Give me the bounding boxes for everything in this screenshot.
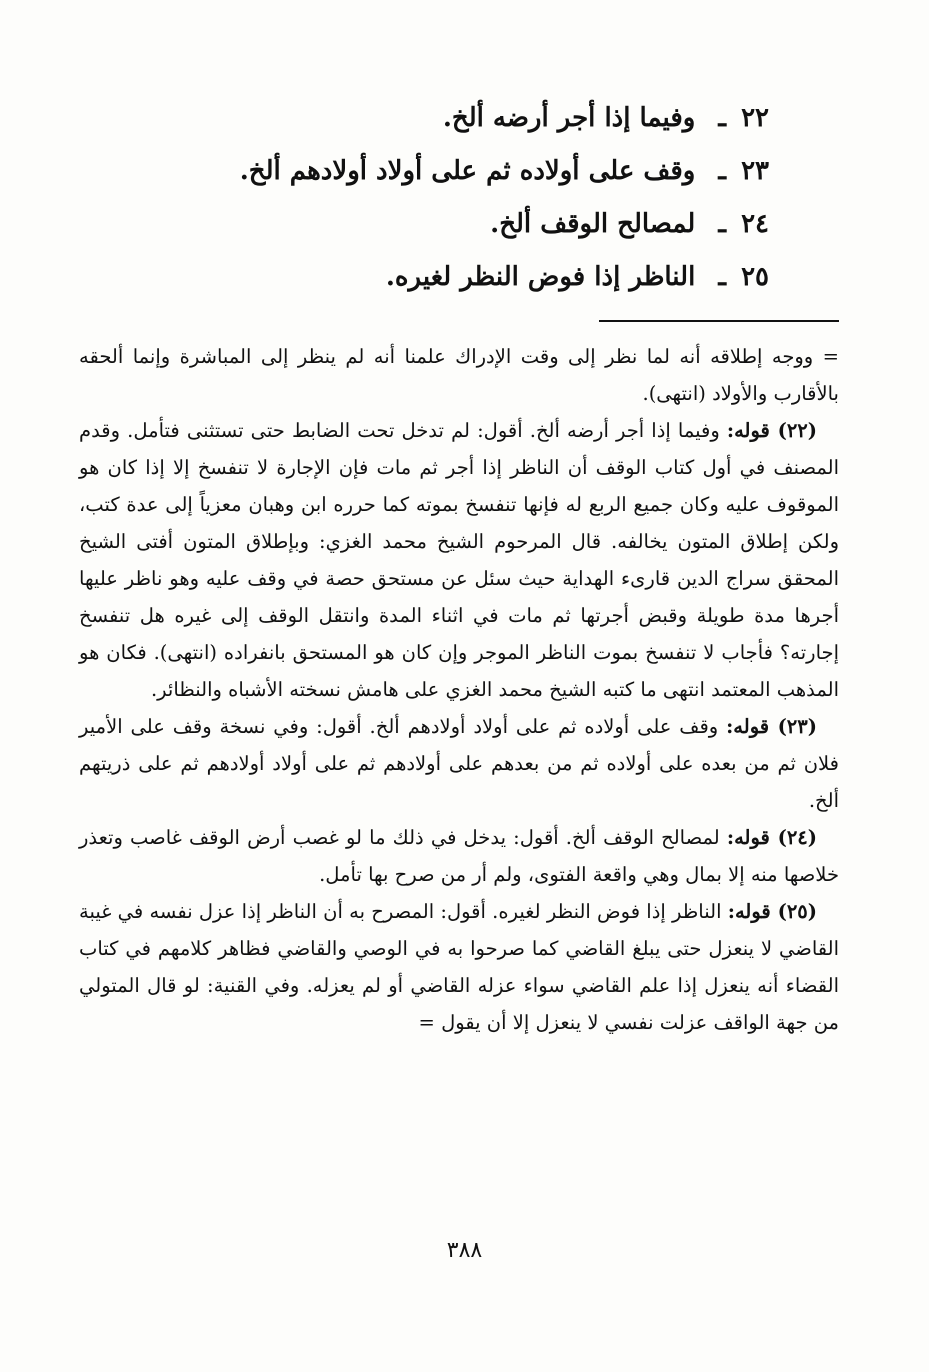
header-item-number: ٢٤ (741, 209, 769, 239)
header-item-text: لمصالح الوقف ألخ. (490, 209, 696, 239)
commentary-paragraph-23 (79, 708, 839, 819)
header-item-22 (169, 92, 769, 145)
commentary-body (79, 338, 839, 1041)
header-item-dash: ـ (718, 156, 726, 186)
header-item-23 (169, 145, 769, 198)
paragraph-lead: (٢٤) قوله: (726, 826, 818, 849)
header-item-number: ٢٥ (741, 262, 769, 292)
paragraph-text: الناظر إذا فوض النظر لغيره. أقول: المصرح به أن الناظر إذا عزل نفسه في غيبة القاضي لا ينعزل حتى يبلغ القاضي كما صرحوا به في الوصي والقاضي فظاهر كلامهم في كتاب القضاء أنه ينعزل إذا علم القاضي سواء عزله القاضي أو لم يعزله. وفي القنية: لو قال المتولي من جهة الواقف عزلت نفسي لا ينعزل إلا أن يقول = (79, 900, 839, 1034)
header-item-dash: ـ (718, 262, 726, 292)
paragraph-text: لمصالح الوقف ألخ. أقول: يدخل في ذلك ما لو غصب أرض الوقف غاصب وتعذر خلاصها منه إلا بمال وهي واقعة الفتوى، ولم أر من صرح بها تأمل. (79, 826, 839, 886)
footnote-divider (599, 320, 839, 322)
paragraph-text: = ووجه إطلاقه أنه لما نظر إلى وقت الإدراك علمنا أنه لم ينظر إلى المباشرة وإنما ألحقه بالأقارب والأولاد (انتهى). (79, 345, 839, 405)
commentary-paragraph-22 (79, 412, 839, 708)
paragraph-text: وفيما إذا أجر أرضه ألخ. أقول: لم تدخل تحت الضابط حتى تستثنى فتأمل. وقدم المصنف في أول كتاب الوقف أن الناظر إذا أجر ثم مات فإن الإجارة لا تنفسخ إلا إذا كان هو الموقوف عليه وكان جميع الربع له فإنها تنفسخ بموته كما حرره ابن وهبان معزياً إلى عدة كتب، ولكن إطلاق المتون يخالفه. قال المرحوم الشيخ محمد الغزي: وبإطلاق المتون أفتى الشيخ المحقق سراج الدين قارىء الهداية حيث سئل عن مستحق حصة في وقف عليه وهو ناظر عليها أجرها مدة طويلة وقبض أجرتها ثم مات في اثناء المدة وانتقل الوقف إلى غيره هل تنفسخ إجارته؟ فأجاب لا تنفسخ بموت الناظر الموجر وإن كان هو المستحق بانفراده (انتهى). فكان هو المذهب المعتمد انتهى ما كتبه الشيخ محمد الغزي على هامش نسخته الأشباه والنظائر. (79, 419, 839, 701)
header-item-dash: ـ (718, 209, 726, 239)
header-item-text: وقف على أولاده ثم على أولاد أولادهم ألخ. (239, 156, 696, 186)
paragraph-lead: (٢٢) قوله: (726, 419, 817, 442)
header-list (169, 92, 769, 304)
commentary-paragraph-25 (79, 893, 839, 1041)
header-item-dash: ـ (718, 103, 726, 133)
header-item-text: الناظر إذا فوض النظر لغيره. (385, 262, 696, 292)
page-number: ٣٨٨ (446, 1238, 483, 1263)
commentary-paragraph-continuation (79, 338, 839, 412)
commentary-paragraph-24 (79, 819, 839, 893)
paragraph-text: وقف على أولاده ثم على أولاد أولادهم ألخ. أقول: وفي نسخة وقف على الأمير فلان ثم من بعده على أولاده ثم من بعدهم على أولادهم ثم على أولاد أولادهم ثم على ذريتهم ألخ. (79, 715, 839, 812)
paragraph-lead: (٢٣) قوله: (726, 715, 817, 738)
header-item-number: ٢٣ (741, 156, 769, 186)
header-item-number: ٢٢ (741, 103, 769, 133)
header-item-text: وفيما إذا أجر أرضه ألخ. (442, 103, 696, 133)
header-item-24 (169, 198, 769, 251)
paragraph-lead: (٢٥) قوله: (727, 900, 817, 923)
header-item-25 (169, 251, 769, 304)
